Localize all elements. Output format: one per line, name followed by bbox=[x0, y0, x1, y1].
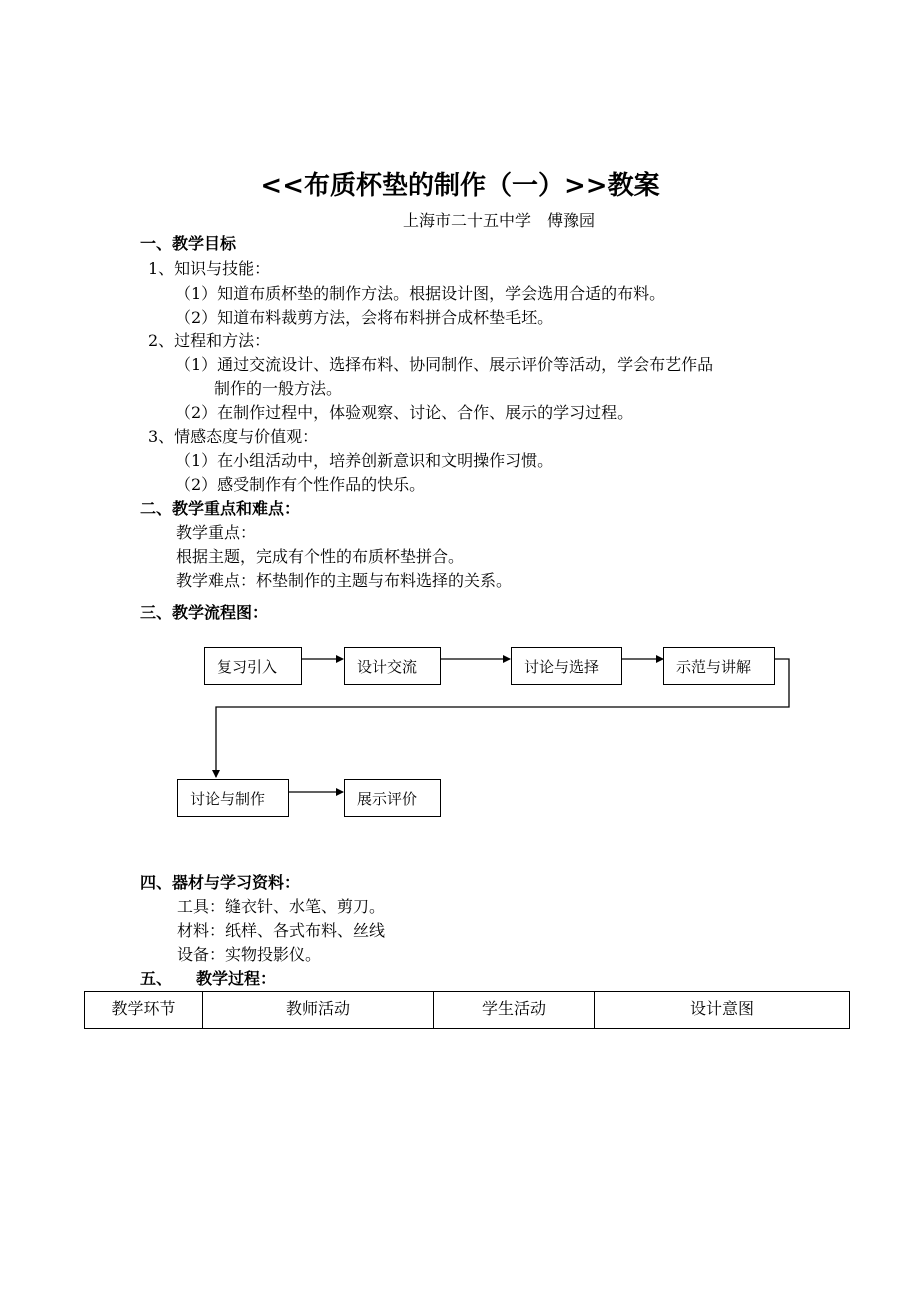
s2-line-3: 教学难点：杯垫制作的主题与布料选择的关系。 bbox=[176, 571, 513, 590]
section-5-heading: 教学过程： bbox=[196, 969, 277, 988]
s4-line-2: 材料：纸样、各式布料、丝线 bbox=[177, 921, 386, 940]
sub2-item-1-cont: 制作的一般方法。 bbox=[214, 379, 343, 398]
sub2-item-1: （1）通过交流设计、选择布料、协同制作、展示评价等活动，学会布艺作品 bbox=[175, 355, 714, 374]
sub1-item-1: （1）知道布质杯垫的制作方法。根据设计图，学会选用合适的布料。 bbox=[175, 284, 666, 303]
col-header-student: 学生活动 bbox=[434, 992, 595, 1029]
section-4-heading: 四、器材与学习资料： bbox=[140, 873, 301, 892]
s2-line-1: 教学重点： bbox=[176, 523, 257, 542]
s4-line-3: 设备：实物投影仪。 bbox=[177, 945, 322, 964]
sub1-item-2: （2）知道布料裁剪方法，会将布料拼合成杯垫毛坯。 bbox=[175, 308, 554, 327]
s4-line-1: 工具：缝衣针、水笔、剪刀。 bbox=[177, 897, 386, 916]
section-5-number: 五、 bbox=[140, 969, 173, 988]
flow-step-4: 示范与讲解 bbox=[663, 647, 775, 685]
sub3-item-2: （2）感受制作有个性作品的快乐。 bbox=[175, 475, 426, 494]
sub3-item-1: （1）在小组活动中，培养创新意识和文明操作习惯。 bbox=[175, 451, 554, 470]
author-line: 上海市二十五中学 傅豫园 bbox=[403, 211, 596, 230]
flow-step-2: 设计交流 bbox=[344, 647, 441, 685]
flow-step-3: 讨论与选择 bbox=[511, 647, 622, 685]
sub3-heading: 3、情感态度与价值观： bbox=[148, 427, 319, 446]
sub2-heading: 2、过程和方法： bbox=[148, 331, 271, 350]
s2-line-2: 根据主题，完成有个性的布质杯垫拼合。 bbox=[176, 547, 465, 566]
section-2-heading: 二、教学重点和难点： bbox=[140, 499, 301, 518]
col-header-teacher: 教师活动 bbox=[203, 992, 434, 1029]
teaching-process-table bbox=[84, 991, 850, 1029]
col-header-stage: 教学环节 bbox=[85, 992, 203, 1029]
section-1-heading: 一、教学目标 bbox=[140, 234, 237, 253]
flow-step-1: 复习引入 bbox=[204, 647, 302, 685]
page-title: <<布质杯垫的制作（一）>>教案 bbox=[260, 171, 660, 201]
sub2-item-2: （2）在制作过程中，体验观察、讨论、合作、展示的学习过程。 bbox=[175, 403, 634, 422]
flow-step-5: 讨论与制作 bbox=[177, 779, 289, 817]
flow-step-6: 展示评价 bbox=[344, 779, 441, 817]
table-header-row bbox=[85, 992, 850, 1029]
section-3-heading: 三、教学流程图： bbox=[140, 603, 269, 622]
col-header-intent: 设计意图 bbox=[595, 992, 850, 1029]
sub1-heading: 1、知识与技能： bbox=[148, 259, 271, 278]
